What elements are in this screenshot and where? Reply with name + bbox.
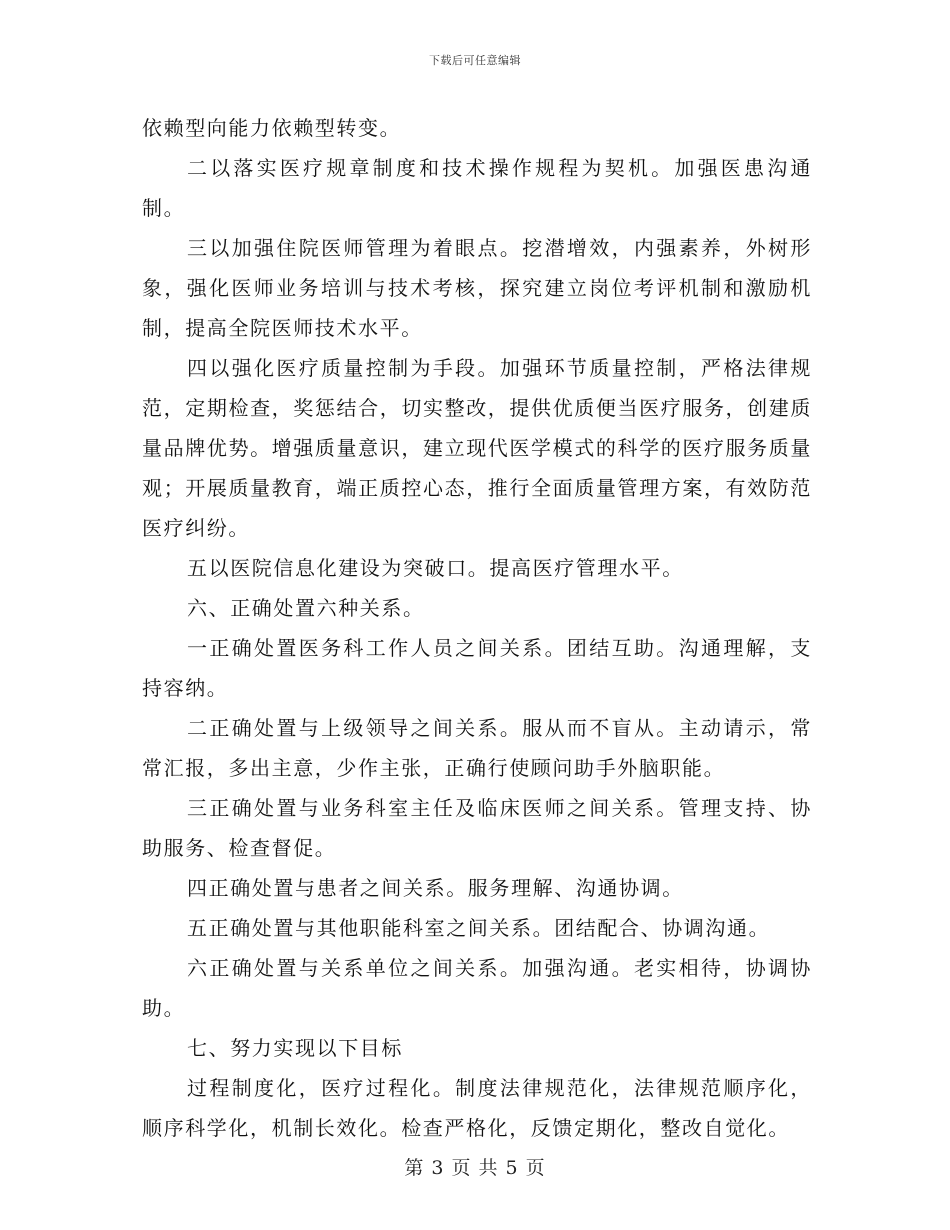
paragraph: 三以加强住院医师管理为着眼点。挖潜增效，内强素养，外树形象，强化医师业务培训与技术考核，探究建立岗位考评机制和激励机制，提高全院医师技术水平。 — [142, 236, 812, 340]
paragraph: 五正确处置与其他职能科室之间关系。团结配合、协调沟通。 — [187, 916, 771, 940]
paragraph: 依赖型向能力依赖型转变。 — [142, 116, 402, 140]
section-heading: 六、正确处置六种关系。 — [187, 596, 425, 620]
paragraph: 五以医院信息化建设为突破口。提高医疗管理水平。 — [187, 556, 684, 580]
paragraph: 四正确处置与患者之间关系。服务理解、沟通协调。 — [187, 876, 684, 900]
paragraph: 三正确处置与业务科室主任及临床医师之间关系。管理支持、协助服务、检查督促。 — [142, 796, 812, 860]
page-header: 下载后可任意编辑 — [429, 54, 521, 67]
paragraph: 二正确处置与上级领导之间关系。服从而不盲从。主动请示，常常汇报，多出主意，少作主张，正确行使顾问助手外脑职能。 — [142, 716, 812, 780]
paragraph: 六正确处置与关系单位之间关系。加强沟通。老实相待，协调协助。 — [142, 956, 812, 1020]
paragraph: 过程制度化，医疗过程化。制度法律规范化，法律规范顺序化，顺序科学化，机制长效化。检查严格化，反馈定期化，整改自觉化。 — [142, 1076, 812, 1140]
paragraph: 一正确处置医务科工作人员之间关系。团结互助。沟通理解，支持容纳。 — [142, 636, 812, 700]
paragraph: 二以落实医疗规章制度和技术操作规程为契机。加强医患沟通制。 — [142, 156, 812, 220]
paragraph: 四以强化医疗质量控制为手段。加强环节质量控制，严格法律规范，定期检查，奖惩结合，切实整改，提供优质便当医疗服务，创建质量品牌优势。增强质量意识，建立现代医学模式的科学的医疗服务质量观；开展质量教育，端正质控心态，推行全面质量管理方案，有效防范医疗纠纷。 — [142, 356, 812, 540]
document-body — [142, 108, 812, 1148]
page-number-footer: 第 3 页 共 5 页 — [404, 1157, 546, 1179]
section-heading: 七、努力实现以下目标 — [187, 1036, 403, 1060]
